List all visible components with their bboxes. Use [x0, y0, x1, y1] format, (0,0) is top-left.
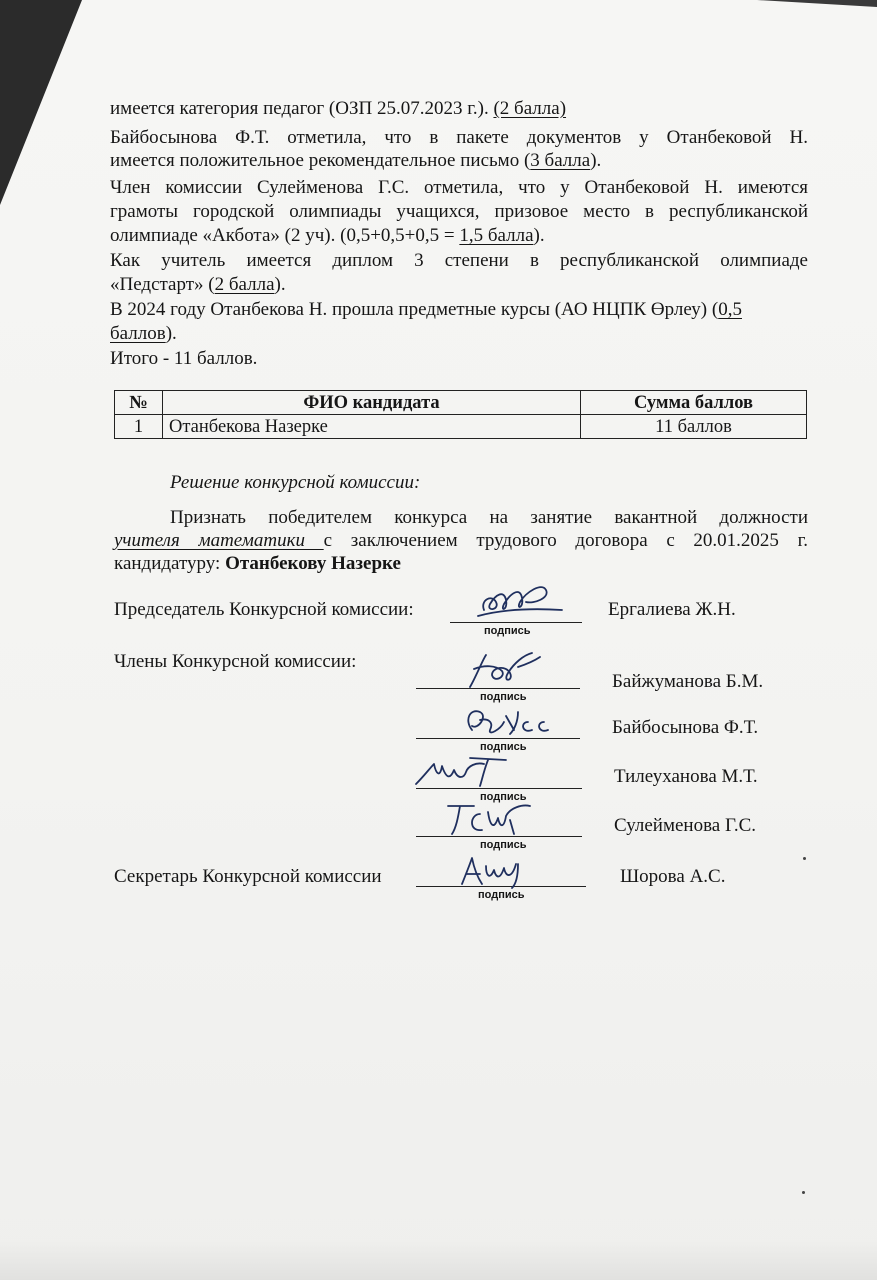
chair-name: Ергалиева Ж.Н. — [608, 599, 736, 620]
decision-text — [114, 506, 808, 575]
paragraph-recommendation-line2 — [110, 149, 808, 173]
row-number: 1 — [115, 415, 163, 439]
text: Как учитель имеется диплом 3 степени в республиканской олимпиаде — [110, 250, 808, 271]
scan-shadow-corner — [0, 0, 82, 205]
header-number: № — [115, 391, 163, 415]
header-candidate-name: ФИО кандидата — [163, 391, 581, 415]
text: ). — [274, 274, 286, 295]
paragraph-category — [110, 97, 808, 121]
paragraph-olympiad-line1 — [110, 176, 808, 200]
decision-line3 — [114, 552, 808, 575]
winner-name: Отанбекову Назерке — [225, 553, 401, 574]
chair-signature-scribble — [470, 580, 580, 625]
total-score — [110, 347, 808, 371]
scan-speck — [803, 857, 806, 860]
score-underlined: 1,5 балла — [459, 225, 534, 246]
scan-shadow-top-right — [757, 0, 877, 7]
chair-label: Председатель Конкурсной комиссии: — [114, 599, 414, 620]
score-underlined: 0,5 — [718, 299, 742, 320]
decision-line2 — [114, 529, 808, 552]
text: Итого - 11 баллов. — [110, 348, 258, 369]
row-score-sum: 11 баллов — [581, 415, 807, 439]
paragraph-diploma-line1 — [110, 249, 808, 273]
decision-line1: Признать победителем конкурса на занятие вакантной должности — [170, 507, 808, 528]
score-underlined: баллов — [110, 323, 166, 344]
podpis-label: подпись — [480, 741, 527, 753]
podpis-label: подпись — [480, 791, 527, 803]
score-underlined: 2 балла — [214, 274, 275, 295]
paragraph-courses-line2 — [110, 322, 808, 346]
podpis-label: подпись — [480, 691, 527, 703]
text: с заключением трудового договора с 20.01.2025 г. — [323, 530, 808, 551]
paragraph-recommendation-line1 — [110, 126, 808, 150]
decision-title: Решение конкурсной комиссии: — [170, 472, 421, 493]
position-title: учителя математики — [114, 530, 324, 551]
member4-signature-scribble — [440, 800, 540, 840]
score-underlined: (2 балла) — [493, 98, 567, 119]
text: кандидатуру: — [114, 553, 226, 574]
scan-speck — [802, 1191, 805, 1194]
secretary-name: Шорова А.С. — [620, 866, 726, 887]
table-row — [115, 415, 807, 439]
header-score-sum: Сумма баллов — [581, 391, 807, 415]
text: имеется положительное рекомендательное письмо ( — [110, 150, 531, 171]
paragraph-diploma-line2 — [110, 273, 808, 297]
podpis-label: подпись — [480, 839, 527, 851]
score-underlined: 3 балла — [530, 150, 591, 171]
member-name-2: Байбосынова Ф.Т. — [612, 717, 759, 738]
text: грамоты городской олимпиады учащихся, призовое место в республиканской — [110, 201, 808, 222]
text: В 2024 году Отанбекова Н. прошла предметные курсы (АО НЦПК Өрлеу) ( — [110, 299, 719, 320]
table-header-row — [115, 391, 807, 415]
paragraph-olympiad-line2 — [110, 200, 808, 224]
text: олимпиаде «Акбота» (2 уч). (0,5+0,5+0,5 = — [110, 225, 460, 246]
paragraph-courses-line1 — [110, 298, 808, 322]
podpis-label: подпись — [478, 889, 525, 901]
member2-signature-scribble — [458, 700, 568, 744]
member-name-4: Сулейменова Г.С. — [614, 815, 756, 836]
secretary-signature-scribble — [456, 852, 536, 892]
member-name-1: Байжуманова Б.М. — [612, 671, 764, 692]
text: имеется категория педагог (ОЗП 25.07.2023 г.). — [110, 98, 494, 119]
member-name-3: Тилеуханова М.Т. — [614, 766, 758, 787]
text: «Педстарт» ( — [110, 274, 215, 295]
scan-shadow-bottom — [0, 1240, 877, 1280]
text: Член комиссии Сулейменова Г.С. отметила, что у Отанбековой Н. имеются — [110, 177, 808, 198]
member1-signature-scribble — [462, 647, 552, 695]
paragraph-olympiad-line3 — [110, 224, 808, 248]
row-candidate-name: Отанбекова Назерке — [163, 415, 581, 439]
text: Байбосынова Ф.Т. отметила, что в пакете документов у Отанбековой Н. — [110, 127, 808, 148]
secretary-label: Секретарь Конкурсной комиссии — [114, 866, 382, 887]
text: ). — [533, 225, 545, 246]
member3-signature-scribble — [410, 752, 520, 792]
results-table — [114, 390, 807, 439]
podpis-label: подпись — [484, 625, 531, 637]
text: ). — [165, 323, 177, 344]
text: ). — [590, 150, 602, 171]
members-label: Члены Конкурсной комиссии: — [114, 651, 357, 672]
